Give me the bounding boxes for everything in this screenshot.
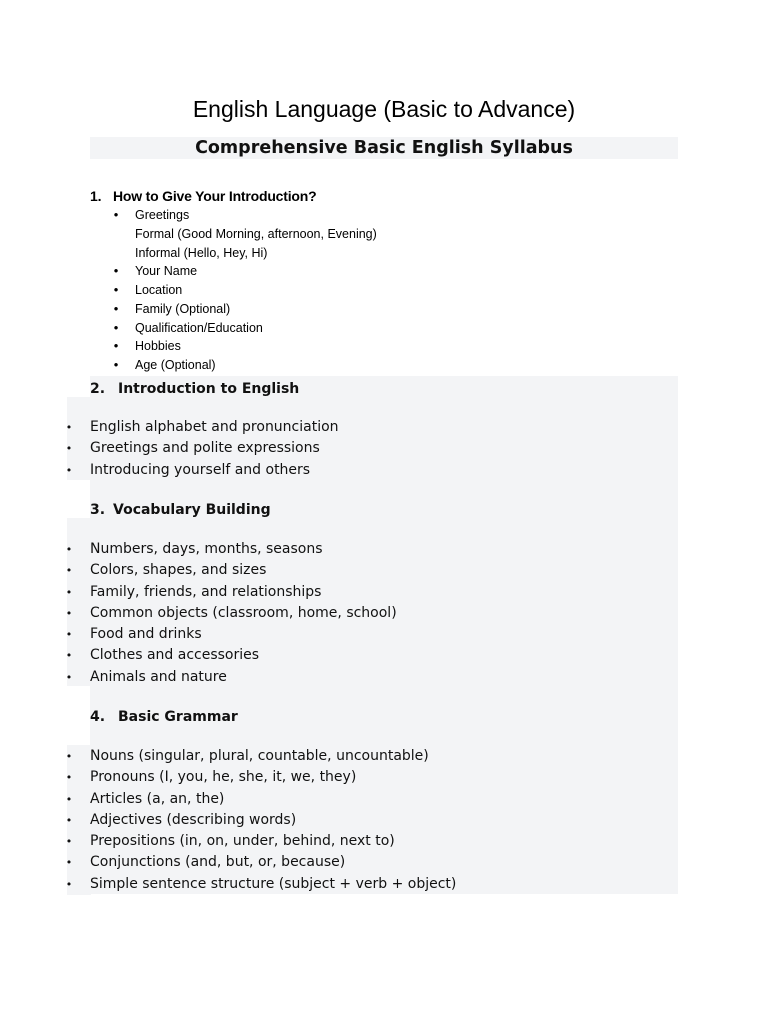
bullet-icon: • <box>65 463 73 477</box>
bullet-icon: • <box>113 263 119 279</box>
list-item-text: Family (Optional) <box>135 301 231 316</box>
list-item-text: Prepositions (in, on, under, behind, next to) <box>90 833 395 850</box>
list-item <box>0 560 768 581</box>
list-item-text: Numbers, days, months, seasons <box>90 541 323 557</box>
bullet-icon: • <box>65 835 73 849</box>
list-item <box>0 810 768 831</box>
bullet-icon: • <box>65 585 73 599</box>
list-item <box>0 460 768 481</box>
list-item-text: Simple sentence structure (subject + verb + object) <box>90 875 457 892</box>
bullet-icon: • <box>65 813 73 827</box>
section-4-list <box>0 746 768 895</box>
list-item-text: Your Name <box>135 264 198 279</box>
list-item <box>0 417 768 438</box>
section-2-title: Introduction to English <box>118 381 300 397</box>
section-3-heading <box>90 500 271 520</box>
list-item <box>0 319 768 338</box>
bullet-icon: • <box>113 282 119 297</box>
list-item-text: Family, friends, and relationships <box>90 583 322 600</box>
list-item <box>0 206 768 225</box>
bullet-icon: • <box>113 357 119 372</box>
bullet-icon: • <box>113 300 119 316</box>
bullet-icon: • <box>65 564 73 578</box>
bullet-icon: • <box>113 207 119 222</box>
bullet-icon: • <box>65 856 73 870</box>
list-item <box>0 645 768 666</box>
list-item-text: Animals and nature <box>90 668 227 685</box>
list-item <box>0 767 768 788</box>
bullet-icon: • <box>65 442 73 456</box>
list-item <box>0 244 768 263</box>
list-item-text: Clothes and accessories <box>90 647 260 664</box>
section-2-list <box>0 417 768 481</box>
section-1-number: 1. <box>90 188 102 204</box>
list-item-text: Adjectives (describing words) <box>90 811 297 828</box>
list-item-text: Greetings <box>135 208 190 222</box>
section-3-title: Vocabulary Building <box>113 502 271 518</box>
list-item-text: Pronouns (I, you, he, she, it, we, they) <box>90 769 357 786</box>
section-1-title: How to Give Your Introduction? <box>113 188 317 204</box>
list-item <box>0 337 768 356</box>
section-1-list <box>0 206 768 375</box>
list-item <box>0 789 768 810</box>
list-item-text: Location <box>135 283 183 297</box>
list-item <box>0 852 768 873</box>
list-item <box>0 281 768 300</box>
section-4-number: 4. <box>90 709 106 725</box>
document-title: English Language (Basic to Advance) <box>192 96 576 122</box>
section-2-number: 2. <box>90 381 106 397</box>
list-item <box>0 356 768 375</box>
bullet-icon: • <box>65 792 73 806</box>
list-item-text: Hobbies <box>135 339 181 354</box>
bullet-icon: • <box>65 649 73 663</box>
list-item <box>0 831 768 852</box>
section-3-number: 3. <box>90 502 106 518</box>
list-item <box>0 746 768 767</box>
bullet-icon: • <box>113 338 119 354</box>
list-item-text: Food and drinks <box>90 626 202 643</box>
list-item-text: Qualification/Education <box>135 320 263 335</box>
list-item <box>0 582 768 603</box>
list-item-text: Articles (a, an, the) <box>90 790 225 807</box>
bullet-icon: • <box>65 606 73 620</box>
bullet-icon: • <box>65 421 73 434</box>
list-item-text: Age (Optional) <box>135 358 216 372</box>
section-4-heading <box>90 707 238 727</box>
list-item-text: Introducing yourself and others <box>90 461 311 478</box>
section-3-list <box>0 539 768 688</box>
list-item-text: Greetings and polite expressions <box>90 440 320 457</box>
list-item-text: Common objects (classroom, home, school) <box>90 604 397 621</box>
bullet-icon: • <box>65 628 73 642</box>
list-item <box>0 667 768 688</box>
section-2-heading <box>90 379 299 399</box>
bullet-icon: • <box>65 877 73 891</box>
bullet-icon: • <box>65 543 73 556</box>
list-item-text: Nouns (singular, plural, countable, uncountable) <box>90 748 429 764</box>
list-item-text: Formal (Good Morning, afternoon, Evening) <box>135 226 377 241</box>
list-item-text: Informal (Hello, Hey, Hi) <box>135 245 268 260</box>
list-item <box>0 225 768 244</box>
list-item <box>0 539 768 560</box>
list-item <box>0 300 768 319</box>
list-item <box>0 262 768 281</box>
bullet-icon: • <box>65 771 73 785</box>
document-subtitle: Comprehensive Basic English Syllabus <box>195 138 573 158</box>
list-item-text: Conjunctions (and, but, or, because) <box>90 854 346 871</box>
list-item <box>0 874 768 895</box>
bullet-icon: • <box>113 319 119 335</box>
list-item <box>0 603 768 624</box>
list-item-text: Colors, shapes, and sizes <box>90 562 267 579</box>
section-4-title: Basic Grammar <box>118 709 238 725</box>
list-item <box>0 438 768 459</box>
bullet-icon: • <box>65 750 73 763</box>
list-item <box>0 624 768 645</box>
section-1-heading <box>90 186 316 206</box>
bullet-icon: • <box>65 670 73 684</box>
list-item-text: English alphabet and pronunciation <box>90 419 339 435</box>
